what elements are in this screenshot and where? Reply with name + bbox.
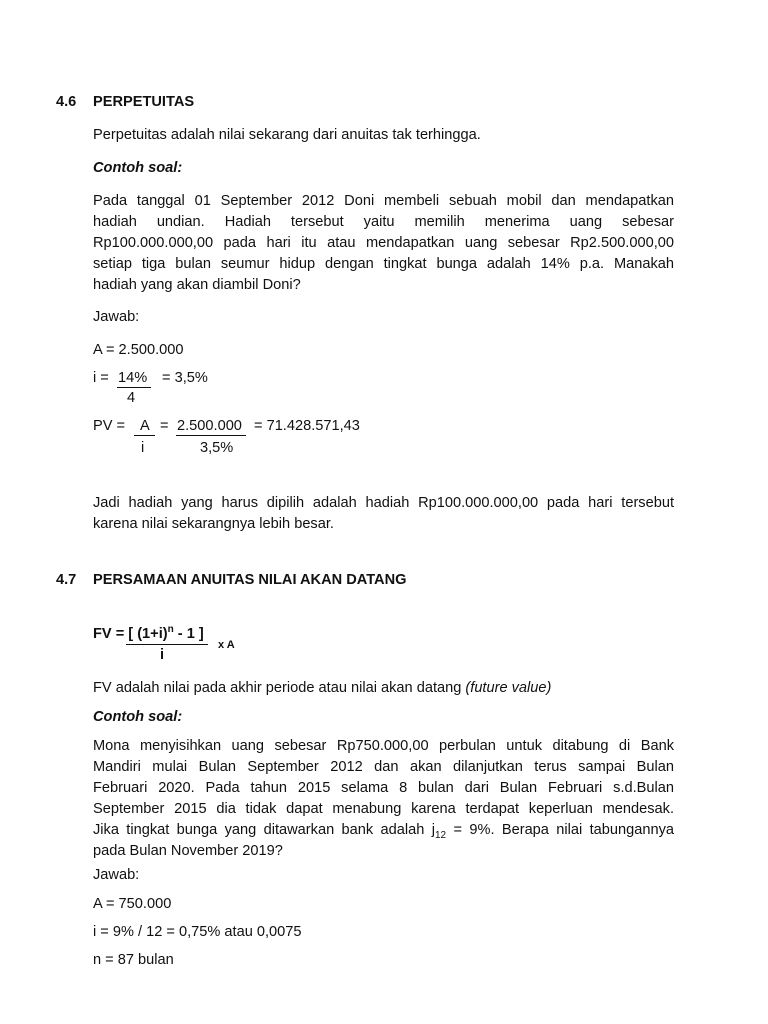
problem-paragraph [93,736,674,862]
conclusion-line: Jadi hadiah yang harus dipilih adalah hadiah Rp100.000.000,00 pada hari tersebut [93,495,674,511]
subscript-12: 12 [434,829,447,841]
formula-pv-denominator-i: i [141,440,145,456]
problem-line: hadiah undian. Hadiah tersebut yaitu memilih menerima uang sebesar [93,214,674,230]
formula-a: A = 750.000 [93,896,172,912]
problem-line: Rp100.000.000,00 pada hari itu atau mendapatkan uang sebesar Rp2.500.000,00 [93,235,674,251]
example-heading: Contoh soal: [93,709,183,725]
fraction-bar [134,435,155,436]
formula-fv-exponent: n [167,624,174,636]
formula-fv-times-a: x A [218,639,235,651]
fv-definition-italic: (future value) [465,680,552,696]
section-number-4-7: 4.7 [56,572,77,588]
formula-fv-rest: - 1 ] [173,626,204,642]
conclusion-line: karena nilai sekarangnya lebih besar. [93,516,334,532]
fv-definition [93,680,551,696]
formula-i-numerator: 14% [118,370,148,386]
problem-line [93,820,674,841]
formula-pv-lhs: PV = [93,418,126,434]
section-title-perpetuitas: PERPETUITAS [93,94,195,110]
formula-i: i = 9% / 12 = 0,75% atau 0,0075 [93,924,302,940]
problem-paragraph [93,191,674,296]
formula-n: n = 87 bulan [93,952,174,968]
formula-i-denominator: 4 [127,390,136,406]
problem-line: September 2015 dia tidak dapat menabung karena terdapat keperluan mendesak. [93,801,674,817]
formula-pv-denominator-value: 3,5% [200,440,234,456]
section-number-4-6: 4.6 [56,94,77,110]
formula-pv-result: = 71.428.571,43 [254,418,360,434]
problem-line: Pada tanggal 01 September 2012 Doni membeli sebuah mobil dan mendapatkan [93,193,674,209]
formula-i-lhs: i = [93,370,109,386]
problem-line: Mandiri mulai Bulan September 2012 dan akan dilanjutkan terus sampai Bulan [93,759,674,775]
fraction-bar [176,435,246,436]
definition-text: Perpetuitas adalah nilai sekarang dari anuitas tak terhingga. [93,127,481,143]
problem-line: hadiah yang akan diambil Doni? [93,277,301,293]
formula-i-result: = 3,5% [162,370,208,386]
formula-pv-numerator-value: 2.500.000 [177,418,242,434]
fraction-bar [117,387,151,388]
formula-fv-numerator [93,626,204,642]
problem-text: Jika tingkat bunga yang ditawarkan bank adalah j [93,822,435,838]
answer-label: Jawab: [93,867,140,883]
problem-text: = 9%. Berapa nilai tabungannya [446,822,674,838]
formula-fv-denominator: i [160,647,165,663]
section-title-anuitas-nilai-akan-datang: PERSAMAAN ANUITAS NILAI AKAN DATANG [93,572,407,588]
fraction-bar [126,644,208,645]
formula-fv-lhs: FV = [ (1+i) [93,626,168,642]
formula-a: A = 2.500.000 [93,342,184,358]
answer-label: Jawab: [93,309,140,325]
problem-line: Februari 2020. Pada tahun 2015 selama 8 bulan dari Bulan Februari s.d.Bulan [93,780,674,796]
problem-line: Mona menyisihkan uang sebesar Rp750.000,00 perbulan untuk ditabung di Bank [93,738,674,754]
problem-line: setiap tiga bulan seumur hidup dengan tingkat bunga adalah 14% p.a. Manakah [93,256,674,272]
fv-definition-text: FV adalah nilai pada akhir periode atau nilai akan datang [93,680,466,696]
conclusion-paragraph [93,493,674,535]
example-heading: Contoh soal: [93,160,183,176]
problem-line: pada Bulan November 2019? [93,843,283,859]
formula-pv-numerator-a: A [140,418,150,434]
formula-pv-equals: = [160,418,169,434]
